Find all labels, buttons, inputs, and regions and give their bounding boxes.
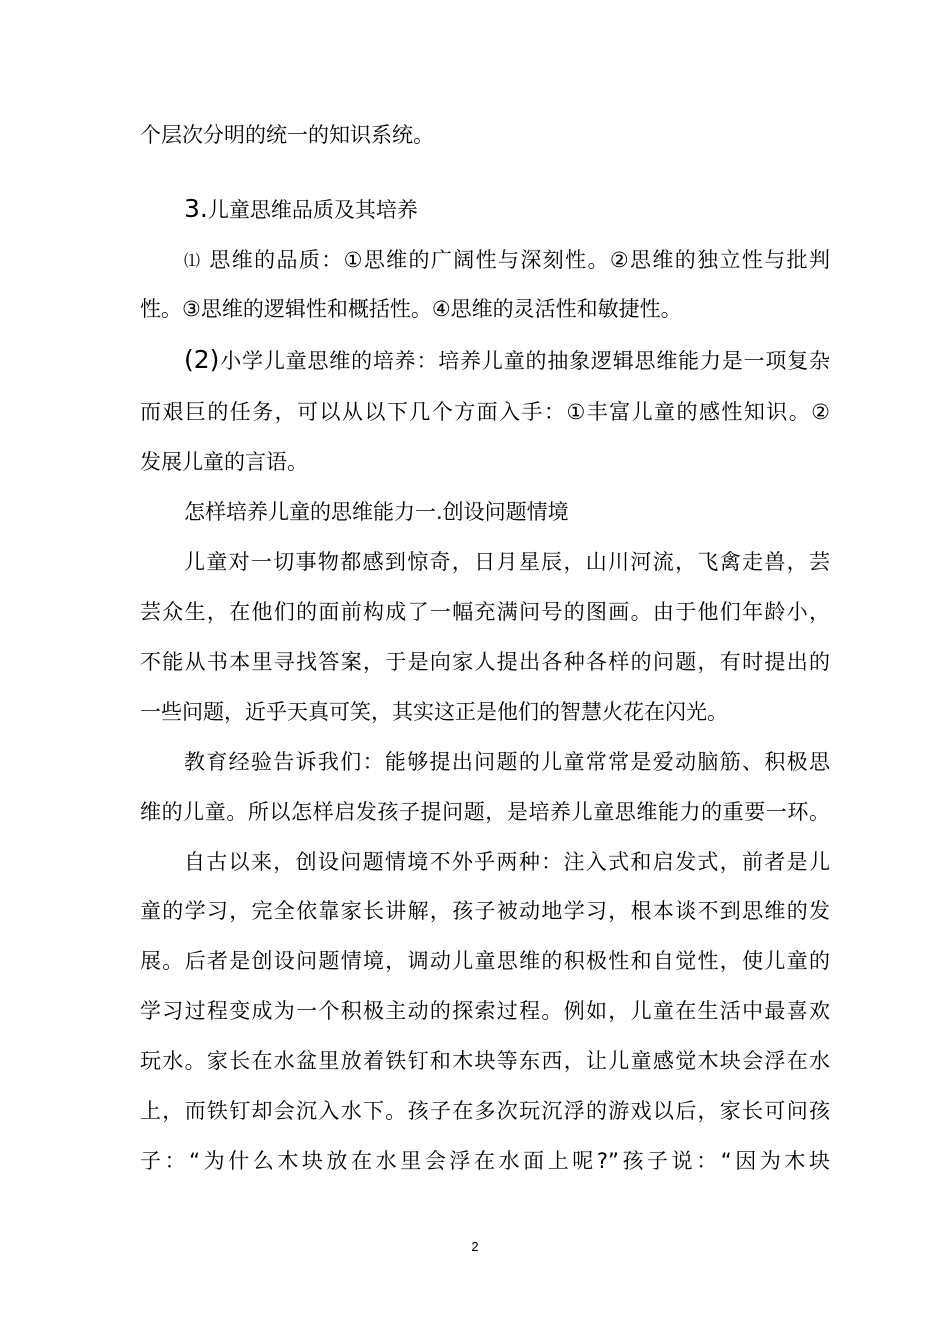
paragraph-line: 芸众生，在他们的面前构成了一幅充满问号的图画。由于他们年龄小， [140,600,830,624]
paragraph-line: 玩水。家长在水盆里放着铁钉和木块等东西，让儿童感觉木块会浮在水 [140,1049,830,1073]
page-number: 2 [471,1239,479,1254]
section-heading-text: 儿童思维品质及其培养 [207,198,418,222]
paragraph-line: 儿童对一切事物都感到惊奇，日月星辰，山川河流，飞禽走兽，芸 [184,550,830,574]
paragraph-line: 学习过程变成为一个积极主动的探索过程。例如，儿童在生活中最喜欢 [140,999,830,1023]
paragraph-line: 不能从书本里寻找答案，于是向家人提出各种各样的问题，有时提出的 [140,650,830,674]
paragraph-line: 教育经验告诉我们：能够提出问题的儿童常常是爱动脑筋、积极思 [184,750,830,774]
paragraph-line: 自古以来，创设问题情境不外乎两种：注入式和启发式，前者是儿 [184,850,830,874]
item-number: ⑴ [184,251,202,270]
paragraph-line: 展。后者是创设问题情境，调动儿童思维的积极性和自觉性，使儿童的 [140,949,830,973]
paragraph-line [184,342,830,378]
paragraph-text: 小学儿童思维的培养：培养儿童的抽象逻辑思维能力是一项复杂 [219,349,830,373]
paragraph-line [184,242,830,278]
item-number: (2) [184,345,220,374]
paragraph-line: 上，而铁钉却会沉入水下。孩子在多次玩沉浮的游戏以后，家长可问孩 [140,1099,830,1123]
section-number: 3. [184,194,208,223]
paragraph-line: 怎样培养儿童的思维能力一.创设问题情境 [184,500,569,524]
section-heading [184,191,830,227]
paragraph-line: 发展儿童的言语。 [140,450,308,474]
paragraph-text: 思维的品质：①思维的广阔性与深刻性。②思维的独立性与批判 [209,248,830,272]
paragraph-line: 个层次分明的统一的知识系统。 [140,123,434,147]
paragraph-line: 童的学习，完全依靠家长讲解，孩子被动地学习，根本谈不到思维的发 [140,899,830,923]
paragraph-line: 子：“为什么木块放在水里会浮在水面上呢?”孩子说：“因为木块 [140,1149,830,1173]
paragraph-line: 而艰巨的任务，可以从以下几个方面入手：①丰富儿童的感性知识。② [140,400,830,424]
paragraph-line: 维的儿童。所以怎样启发孩子提问题，是培养儿童思维能力的重要一环。 [140,800,830,824]
paragraph-line: 性。③思维的逻辑性和概括性。④思维的灵活性和敏捷性。 [140,297,682,321]
paragraph-line: 一些问题，近乎天真可笑，其实这正是他们的智慧火花在闪光。 [140,700,728,724]
